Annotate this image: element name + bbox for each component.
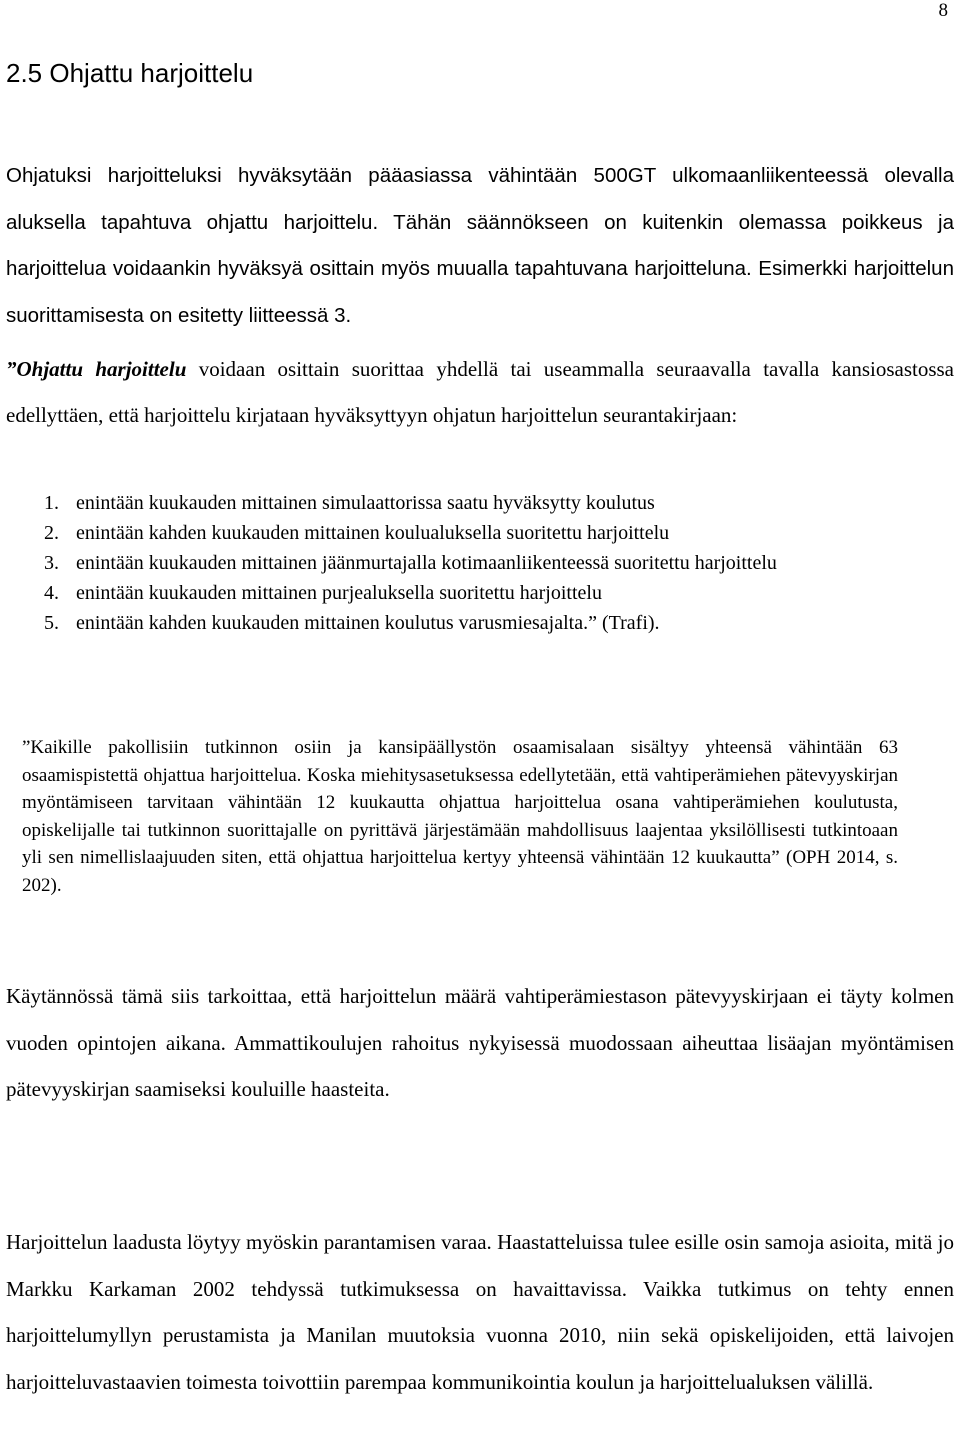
paragraph-intro: Ohjatuksi harjoitteluksi hyväksytään pääasiassa vähintään 500GT ulkomaanliikenteessä olevalla aluksella tapahtuva ohjattu harjoittelu. Tähän säännökseen on kuitenkin olemassa poikkeus ja harjoittelua voidaankin hyväksyä osittain myös muualla tapahtuvana harjoitteluna. Esimerkki harjoittelun suorittamisesta on esitetty liitteessä 3.	[6, 164, 954, 327]
list-item-text: enintään kuukauden mittainen jäänmurtajalla kotimaanliikenteessä suoritettu harjoittelu	[76, 552, 777, 574]
list-item-number: 5.	[44, 612, 59, 634]
list-item-text: enintään kahden kuukauden mittainen koulualuksella suoritettu harjoittelu	[76, 522, 670, 544]
list-item-number: 2.	[44, 522, 59, 544]
training-options-list	[44, 488, 934, 638]
list-item-number: 4.	[44, 582, 59, 604]
list-item-number: 3.	[44, 552, 59, 574]
list-item	[44, 578, 934, 608]
emphasis-term: ”Ohjattu harjoittelu	[6, 357, 187, 381]
list-item-text: enintään kuukauden mittainen purjealuksella suoritettu harjoittelu	[76, 582, 602, 604]
paragraph-practice: Käytännössä tämä siis tarkoittaa, että harjoittelun määrä vahtiperämiestason pätevyyskirjaan ei täyty kolmen vuoden opintojen aikana. Ammattikoulujen rahoitus nykyisessä muodossaan aiheuttaa lisäajan myöntämisen pätevyyskirjan saamiseksi kouluille haasteita.	[6, 984, 954, 1101]
paragraph-quality: Harjoittelun laadusta löytyy myöskin parantamisen varaa. Haastatteluissa tulee esille osin samoja asioita, mitä jo Markku Karkaman 2002 tehdyssä tutkimuksessa on havaittavissa. Vaikka tutkimus on tehty ennen harjoittelumyllyn perustamista ja Manilan muutoksia vuonna 2010, niin sekä opiskelijoiden, että laivojen harjoitteluvastaavien toimesta toivottiin parempaa kommunikointia koulun ja harjoittelualuksen välillä.	[6, 1230, 954, 1394]
page-number: 8	[938, 0, 948, 21]
list-item	[44, 548, 934, 578]
paragraph-guided-training-text: voidaan osittain suorittaa yhdellä tai useammalla seuraavalla tavalla kansiosastossa edellyttäen, että harjoittelu kirjataan hyväksyttyyn ohjatun harjoittelun seurantakirjaan:	[6, 357, 954, 427]
block-quote: ”Kaikille pakollisiin tutkinnon osiin ja kansipäällystön osaamisalaan sisältyy yhteensä vähintään 63 osaamispistettä ohjattua harjoittelua. Koska miehitysasetuksessa edellytetään, että vahtiperämiehen pätevyyskirjan myöntämiseen tarvitaan vähintään 12 kuukautta ohjattua harjoittelua osana vahtiperämiehen koulutusta, opiskelijalle tai tutkinnon suorittajalle on pyrittävä järjestämään mahdollisuus laajentaa yksilöllisesti tutkintoaan yli sen nimellislaajuuden siten, että ohjattua harjoittelua kertyy yhteensä vähintään 12 kuukautta” (OPH 2014, s. 202).	[22, 737, 898, 896]
list-item	[44, 608, 934, 638]
paragraph-guided-training	[6, 346, 954, 438]
list-item-number: 1.	[44, 492, 59, 514]
section-heading: 2.5 Ohjattu harjoittelu	[6, 58, 254, 88]
list-item-text: enintään kahden kuukauden mittainen koulutus varusmiesajalta.” (Trafi).	[76, 612, 660, 634]
list-item	[44, 518, 934, 548]
list-item-text: enintään kuukauden mittainen simulaattorissa saatu hyväksytty koulutus	[76, 492, 655, 514]
list-item	[44, 488, 934, 518]
